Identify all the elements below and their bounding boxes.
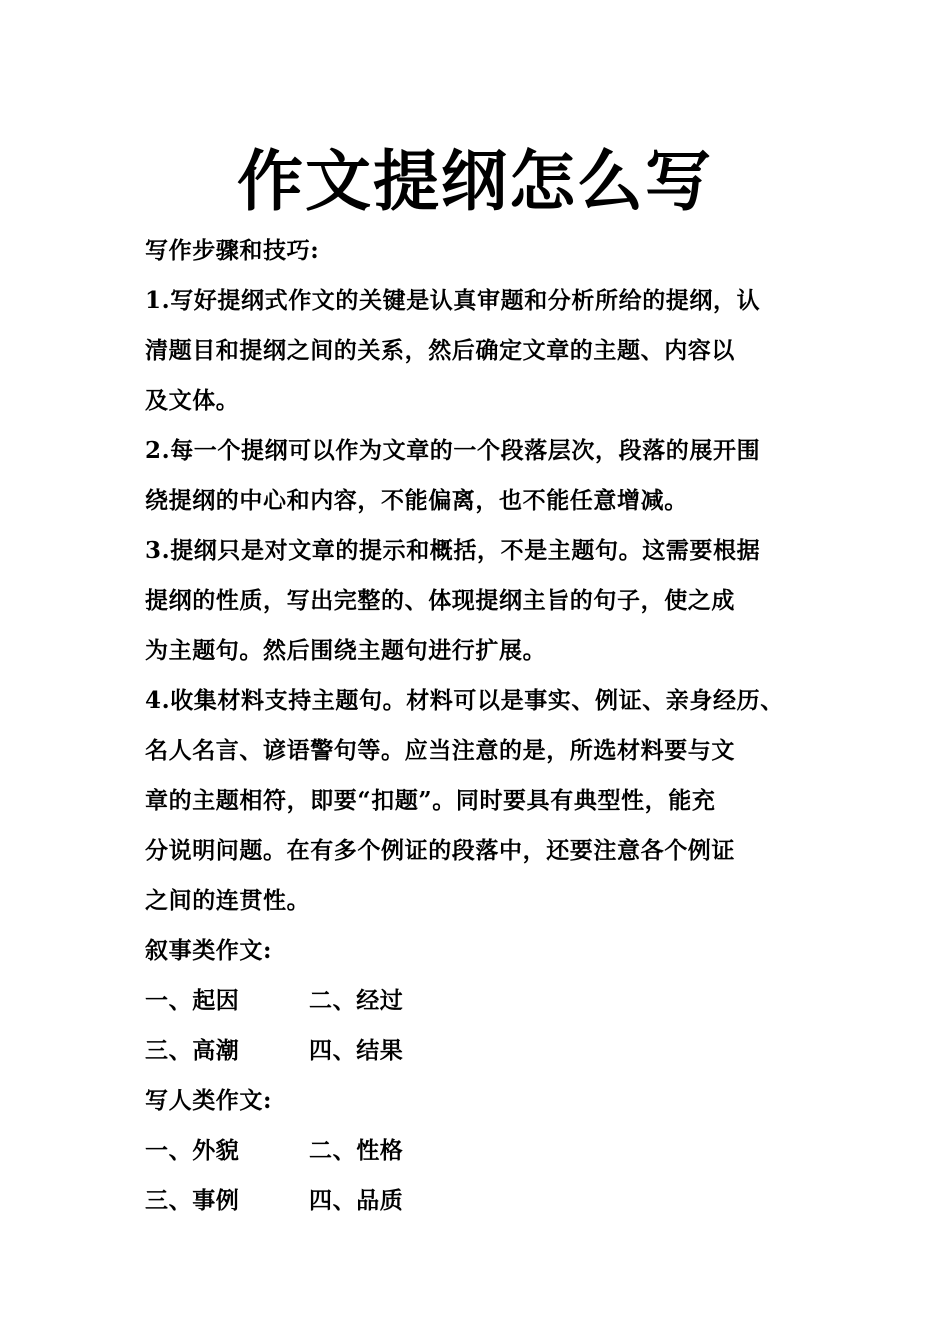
paragraph-line: 1.写好提纲式作文的关键是认真审题和分析所给的提纲，认 bbox=[145, 287, 761, 314]
portrait-row bbox=[145, 1176, 825, 1226]
portrait-row bbox=[145, 1126, 825, 1176]
paragraph-line: 为主题句。然后围绕主题句进行扩展。 bbox=[145, 637, 547, 664]
portrait-heading: 写人类作文: bbox=[145, 1087, 273, 1114]
narrative-item: 三、高潮 bbox=[145, 1037, 240, 1064]
portrait-item: 二、性格 bbox=[309, 1137, 404, 1164]
paragraph-line: 清题目和提纲之间的关系，然后确定文章的主题、内容以 bbox=[145, 337, 735, 364]
portrait-item: 四、品质 bbox=[309, 1187, 404, 1214]
narrative-item: 一、起因 bbox=[145, 987, 240, 1014]
document-title: 作文提纲怎么写 bbox=[237, 142, 713, 220]
paragraph-line: 之间的连贯性。 bbox=[145, 887, 311, 914]
narrative-heading: 叙事类作文: bbox=[145, 937, 273, 964]
portrait-item: 三、事例 bbox=[145, 1187, 240, 1214]
paragraph-line: 绕提纲的中心和内容，不能偏离，也不能任意增减。 bbox=[145, 487, 688, 514]
narrative-row bbox=[145, 1026, 825, 1076]
paragraph-line: 提纲的性质，写出完整的、体现提纲主旨的句子，使之成 bbox=[145, 587, 735, 614]
paragraph-line: 章的主题相符，即要“扣题”。同时要具有典型性，能充 bbox=[145, 787, 716, 814]
narrative-item: 二、经过 bbox=[309, 987, 404, 1014]
paragraph-line: 及文体。 bbox=[145, 387, 240, 414]
narrative-row bbox=[145, 976, 825, 1026]
paragraph-line: 分说明问题。在有多个例证的段落中，还要注意各个例证 bbox=[145, 837, 735, 864]
document-body bbox=[145, 226, 825, 1226]
paragraph-line: 名人名言、谚语警句等。应当注意的是，所选材料要与文 bbox=[145, 737, 735, 764]
section-heading: 写作步骤和技巧: bbox=[145, 237, 320, 264]
paragraph-line: 4.收集材料支持主题句。材料可以是事实、例证、亲身经历、 bbox=[145, 687, 784, 714]
paragraph-line: 3.提纲只是对文章的提示和概括，不是主题句。这需要根据 bbox=[145, 537, 761, 564]
narrative-item: 四、结果 bbox=[309, 1037, 404, 1064]
paragraph-line: 2.每一个提纲可以作为文章的一个段落层次，段落的展开围 bbox=[145, 437, 761, 464]
portrait-item: 一、外貌 bbox=[145, 1137, 240, 1164]
